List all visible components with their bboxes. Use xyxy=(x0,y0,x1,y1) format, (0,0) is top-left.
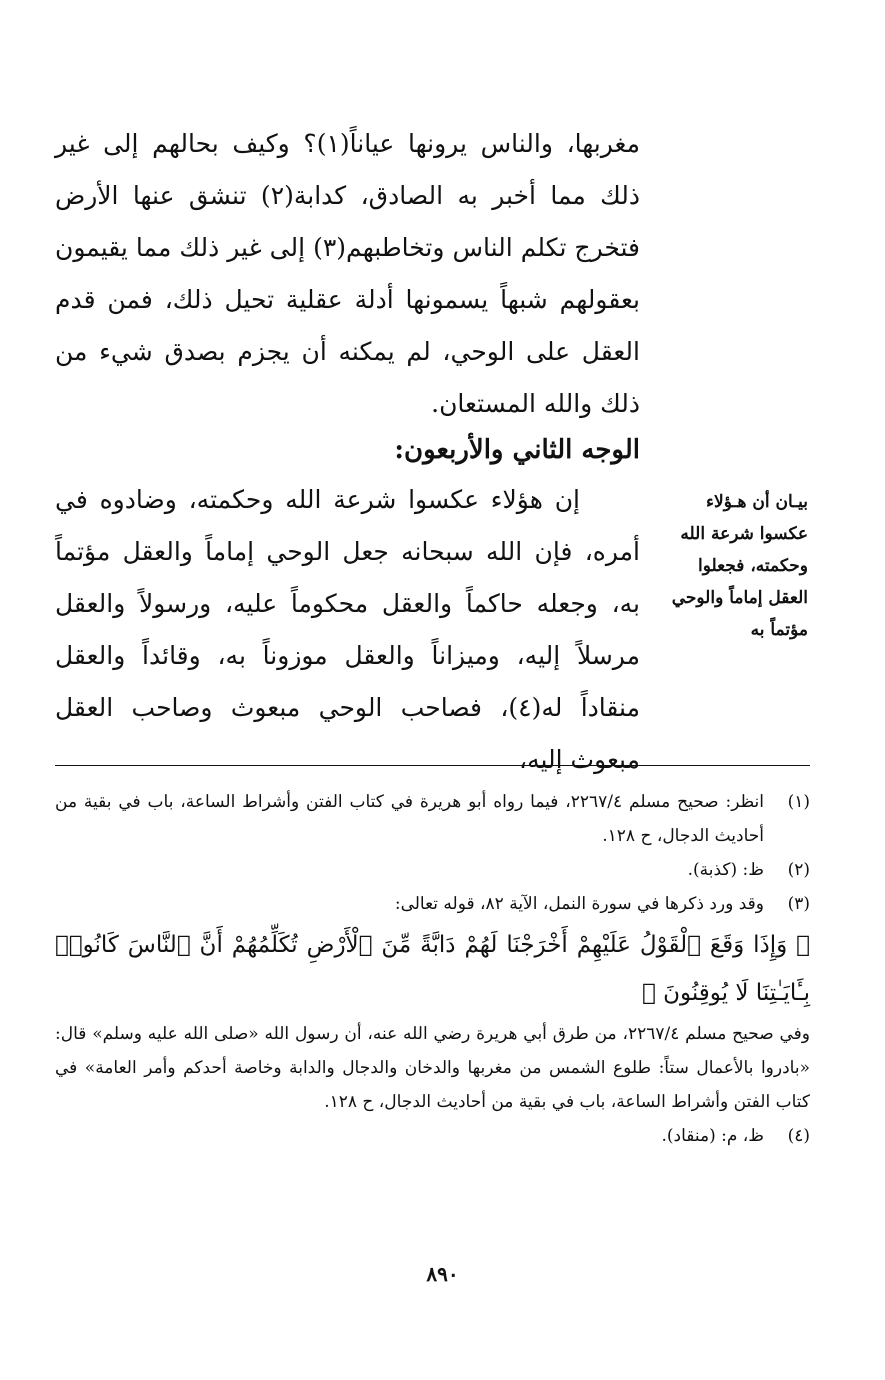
footnote-divider xyxy=(55,765,810,766)
footnote-2 xyxy=(55,853,810,887)
page-number: ٨٩٠ xyxy=(426,1262,459,1286)
footnote-text: ظ، م: (منقاد). xyxy=(661,1126,764,1146)
footnote-1 xyxy=(55,785,810,853)
section-heading: الوجه الثاني والأربعون: xyxy=(394,435,640,465)
top-paragraph xyxy=(55,118,640,430)
footnote-3-continuation: وفي صحيح مسلم ٢٢٦٧/٤، من طرق أبي هريرة رضي الله عنه، أن رسول الله «صلى الله عليه وسلم» قال: «بادروا بالأعمال ستاً: طلوع الشمس من مغربها والدخان والدجال والدابة وخاصة أحدكم وأمر العامة» في كتاب الفتن وأشراط الساعة، باب في بقية من أحاديث الدجال، ح ١٢٨. xyxy=(55,1024,810,1112)
quran-verse: ﴿ وَإِذَا وَقَعَ ٱلْقَوْلُ عَلَيْهِمْ أَخْرَجْنَا لَهُمْ دَابَّةً مِّنَ ٱلْأَرْضِ تُكَلِّمُهُمْ أَنَّ ٱلنَّاسَ كَانُوا۟ بِـَٔايَـٰتِنَا لَا يُوقِنُونَ ﴾ xyxy=(55,932,810,1006)
footnote-number: (١) xyxy=(787,792,810,812)
footnote-number: (٤) xyxy=(787,1126,810,1146)
footnotes xyxy=(55,785,810,1153)
footnote-4 xyxy=(55,1119,810,1153)
footnote-number: (٣) xyxy=(787,894,810,914)
margin-note: بيـان أن هـؤلاء عكسوا شرعة الله وحكمته، فجعلوا العقل إماماً والوحي مؤتماً به xyxy=(671,492,808,640)
footnote-text: وقد ورد ذكرها في سورة النمل، الآية ٨٢، قوله تعالى: xyxy=(394,894,764,914)
footnote-text: ظ: (كذبة). xyxy=(687,860,764,880)
second-paragraph xyxy=(55,474,640,786)
footnote-3 xyxy=(55,887,810,921)
top-paragraph-text: مغربها، والناس يرونها عياناً(١)؟ وكيف بحالهم إلى غير ذلك مما أخبر به الصادق، كدابة(٢) تنشق عنها الأرض فتخرج تكلم الناس وتخاطبهم(٣) إلى غير ذلك مما يقيمون بعقولهم شبهاً يسمونها أدلة عقلية تحيل ذلك، فمن قدم العقل على الوحي، لم يمكنه أن يجزم بصدق شيء من ذلك والله المستعان. xyxy=(55,129,640,418)
second-paragraph-text: إن هؤلاء عكسوا شرعة الله وحكمته، وضادوه في أمره، فإن الله سبحانه جعل الوحي إماماً والعقل مؤتماً به، وجعله حاكماً والعقل محكوماً عليه، ورسولاً والعقل مرسلاً إليه، وميزاناً والعقل موزوناً به، وقائداً والعقل منقاداً له(٤)، فصاحب الوحي مبعوث وصاحب العقل مبعوث إليه، xyxy=(55,485,640,774)
footnote-text: انظر: صحيح مسلم ٢٢٦٧/٤، فيما رواه أبو هريرة في كتاب الفتن وأشراط الساعة، باب في بقية من أحاديث الدجال، ح ١٢٨. xyxy=(55,792,764,846)
footnote-number: (٢) xyxy=(787,860,810,880)
